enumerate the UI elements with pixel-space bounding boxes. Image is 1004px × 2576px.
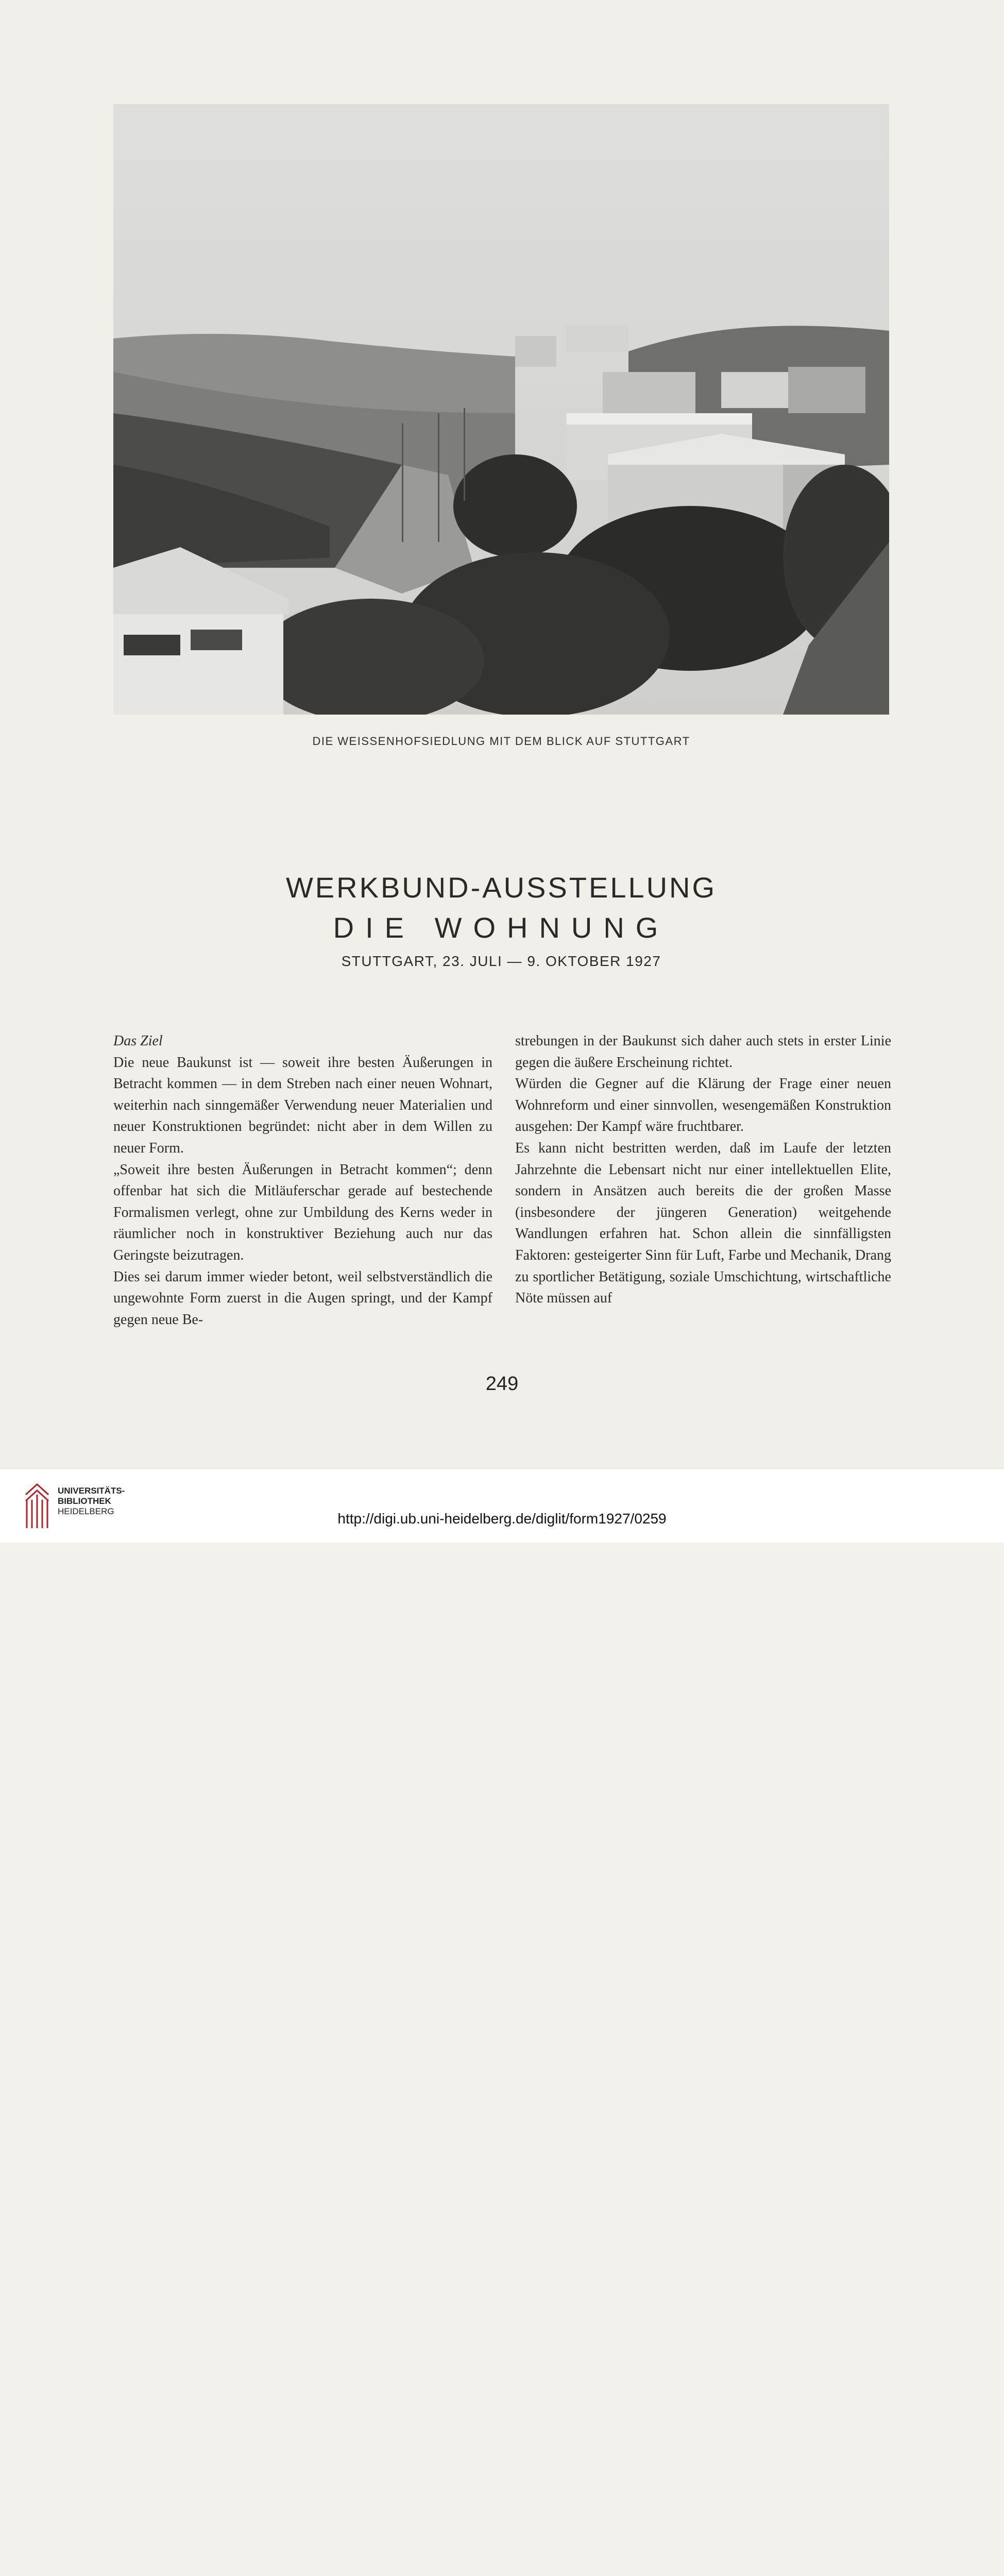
paragraph: Es kann nicht bestritten werden, daß im Laufe der letzten Jahrzehnte die Lebensart nicht nur einer intellektuellen Elite, sondern in Ansätzen auch bereits die der großen Masse (insbesondere der jüngeren Generation) weitgehende Wandlungen erfahren hat. Schon allein die sinnfälligsten Faktoren: gesteigerter Sinn für Luft, Farbe und Mechanik, Drang zu sportlicher Betätigung, soziale Umschichtung, wirtschaftliche Nöte müssen auf — [515, 1140, 891, 1307]
exhibition-subtitle: DIE WOHNUNG — [333, 911, 670, 944]
photo-illustration — [113, 104, 889, 715]
photo-caption: DIE WEISSENHOFSIEDLUNG MIT DEM BLICK AUF STUTTGART — [312, 735, 690, 748]
photograph — [113, 104, 889, 715]
exhibition-dates: STUTTGART, 23. JULI — 9. OKTOBER 1927 — [341, 953, 661, 969]
article-right-column — [515, 1030, 891, 1309]
library-name-line: HEIDELBERG — [58, 1506, 114, 1516]
digitization-footer — [0, 1468, 1004, 1543]
library-name-line: UNIVERSITÄTS- — [58, 1486, 125, 1496]
source-url-link[interactable]: http://digi.ub.uni-heidelberg.de/diglit/form1927/0259 — [337, 1511, 667, 1527]
page-number: 249 — [485, 1373, 519, 1395]
exhibition-title: WERKBUND-AUSSTELLUNG — [285, 871, 717, 904]
paragraph: strebungen in der Baukunst sich daher auch stets in erster Linie gegen die äußere Erscheinung richtet. — [515, 1033, 891, 1071]
article-left-column — [113, 1030, 492, 1330]
paragraph: Dies sei darum immer wieder betont, weil selbstverständlich die ungewohnte Form zuerst in die Augen springt, und der Kampf gegen neue Be- — [113, 1268, 492, 1328]
article-heading: Das Ziel — [113, 1033, 163, 1049]
paragraph: Würden die Gegner auf die Klärung der Frage einer neuen Wohnreform und einer sinnvollen, wesengemäßen Konstruktion ausgehen: Der Kampf wäre fruchtbarer. — [515, 1076, 891, 1135]
paragraph: Die neue Baukunst ist — soweit ihre besten Äußerungen in Betracht kommen — in dem Streben nach einer neuen Wohnart, weiterhin nach sinngemäßer Verwendung neuer Materialien und neuer Konstruktionen begründet: nicht aber in dem Willen zu neuer Form. — [113, 1054, 492, 1156]
paragraph: „Soweit ihre besten Äußerungen in Betracht kommen“; denn offenbar hat sich die Mitläuferschar gerade auf bestechende Formalismen verlegt, ohne zur Umbildung des Kerns weder in räumlicher noch in konstruktiver Beziehung auch nur das Geringste beizutragen. — [113, 1161, 492, 1263]
library-name-line: BIBLIOTHEK — [58, 1496, 111, 1506]
